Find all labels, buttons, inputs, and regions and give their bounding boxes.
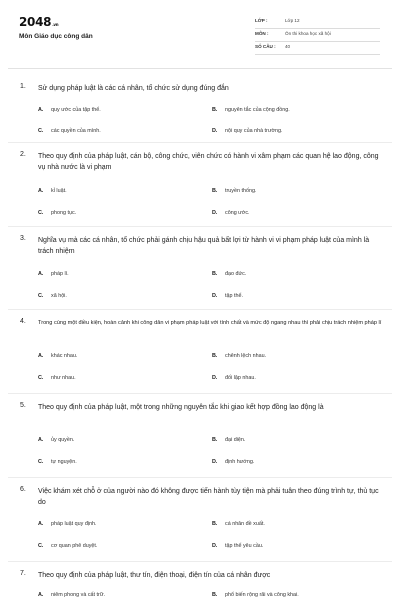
question-separator [8, 561, 392, 562]
option-d[interactable]: D. đối lập nhau. [212, 375, 256, 381]
option-c[interactable]: C. như nhau. [38, 375, 76, 381]
option-b[interactable]: B. truyền thống. [212, 188, 257, 194]
question-text: Sử dụng pháp luật là các cá nhân, tổ chức sử dụng đúng đắn [38, 85, 229, 92]
meta-row-class [255, 16, 380, 29]
question-text: Theo quy định của pháp luật, thư tín, điện thoại, điện tín của cá nhân được [38, 572, 271, 579]
exam-meta-table [255, 16, 380, 55]
option-b[interactable]: B. đại diện. [212, 437, 246, 443]
meta-value: 40 [285, 44, 291, 49]
question-number: 2. [20, 151, 26, 158]
option-d[interactable]: D. tập thể. [212, 293, 243, 299]
logo-main: 2048 [19, 15, 52, 29]
option-a[interactable]: A. pháp luật quy định. [38, 521, 97, 527]
meta-key: MÔN : [255, 31, 269, 36]
question-text: Theo quy định của pháp luật, cán bộ, công chức, viên chức có hành vi xâm phạm các quan hệ lao động, công vụ nhà nước là vi phạm [38, 153, 379, 172]
question-text: Nghĩa vụ mà các cá nhân, tổ chức phải gánh chịu hậu quả bất lợi từ hành vi vi phạm pháp luật của mình là trách nhiệm [38, 237, 370, 256]
site-logo[interactable] [19, 15, 58, 29]
option-a[interactable]: A. kỉ luật. [38, 188, 67, 194]
question-separator [8, 226, 392, 227]
question-number: 5. [20, 402, 26, 409]
question-number: 6. [20, 486, 26, 493]
question-number: 7. [20, 570, 26, 577]
option-d[interactable]: D. công ước. [212, 210, 250, 216]
question-text: Trong cùng một điều kiện, hoàn cảnh khi công dân vi phạm pháp luật với tính chất và mức độ ngang nhau thì phải chịu trách nhiệm pháp lí [38, 320, 382, 326]
meta-key: LỚP : [255, 18, 268, 23]
meta-row-subject [255, 29, 380, 42]
question-separator [8, 393, 392, 394]
option-b[interactable]: B. chênh lệch nhau. [212, 353, 267, 359]
subject-title: Môn Giáo dục công dân [19, 33, 93, 40]
option-c[interactable]: C. xã hội. [38, 293, 67, 299]
option-a[interactable]: A. khác nhau. [38, 353, 78, 359]
option-b[interactable]: B. cá nhân đề xuất. [212, 521, 265, 527]
meta-value: Lớp 12 [285, 18, 300, 23]
option-a[interactable]: A. ủy quyền. [38, 437, 75, 443]
question-separator [8, 477, 392, 478]
header-divider [8, 68, 392, 69]
question-separator [8, 309, 392, 310]
question-text: Việc khám xét chỗ ở của người nào đó không được tiến hành tùy tiện mà phải tuân theo đúng trình tự, thủ tục do [38, 488, 379, 507]
logo-suffix: .vn [52, 22, 59, 27]
question-separator [8, 142, 392, 143]
page-header [0, 0, 400, 66]
option-c[interactable]: C. phong tục. [38, 210, 77, 216]
option-d[interactable]: D. tập thể yêu cầu. [212, 543, 264, 549]
question-number: 3. [20, 235, 26, 242]
option-b[interactable]: B. phổ biến rộng rãi và công khai. [212, 592, 299, 598]
option-d[interactable]: D. định hướng. [212, 459, 255, 465]
question-number: 1. [20, 83, 26, 90]
option-b[interactable]: B. nguyên tắc của cộng đồng. [212, 107, 290, 113]
option-c[interactable]: C. tự nguyện. [38, 459, 77, 465]
option-a[interactable]: A. quy ước của tập thể. [38, 107, 101, 113]
question-text: Theo quy định của pháp luật, một trong những nguyên tắc khi giao kết hợp đồng lao động là [38, 404, 324, 411]
meta-key: SỐ CÂU : [255, 44, 276, 49]
meta-value: Ôn thi khoa học xã hội [285, 31, 331, 36]
question-number: 4. [20, 318, 26, 325]
meta-row-count [255, 42, 380, 55]
option-a[interactable]: A. pháp lí. [38, 271, 69, 277]
option-d[interactable]: D. nội quy của nhà trường. [212, 128, 283, 134]
option-c[interactable]: C. các quyền của mình. [38, 128, 101, 134]
option-b[interactable]: B. đạo đức. [212, 271, 247, 277]
option-c[interactable]: C. cơ quan phê duyệt. [38, 543, 98, 549]
option-a[interactable]: A. niêm phong và cất trữ. [38, 592, 105, 598]
